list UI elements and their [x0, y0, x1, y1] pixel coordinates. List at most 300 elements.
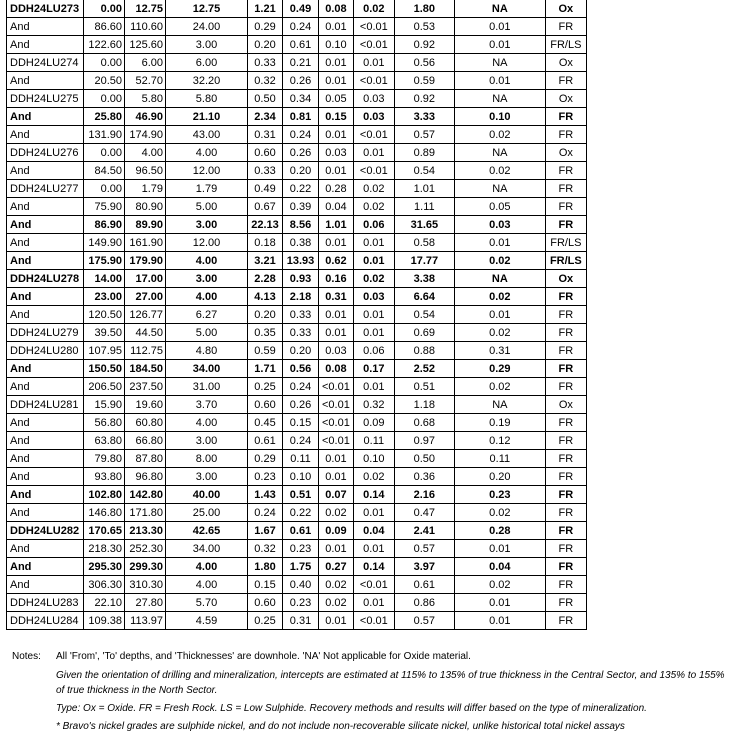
cell-hole-id: And	[7, 540, 84, 558]
cell-from: 93.80	[84, 468, 125, 486]
cell-grade-1: 0.29	[248, 450, 283, 468]
cell-thickness: 5.80	[166, 90, 248, 108]
cell-grade-total: 2.41	[394, 522, 454, 540]
cell-hole-id: And	[7, 126, 84, 144]
cell-grade-4: 0.01	[353, 540, 394, 558]
cell-grade-other: NA	[454, 90, 545, 108]
cell-grade-4: <0.01	[353, 162, 394, 180]
cell-from: 306.30	[84, 576, 125, 594]
table-row	[7, 324, 587, 342]
cell-from: 75.90	[84, 198, 125, 216]
cell-grade-3: 0.02	[319, 504, 354, 522]
cell-grade-2: 0.24	[283, 18, 319, 36]
table-row	[7, 360, 587, 378]
cell-to: 60.80	[125, 414, 166, 432]
cell-to: 96.80	[125, 468, 166, 486]
cell-grade-1: 0.29	[248, 18, 283, 36]
cell-type: FR	[545, 540, 586, 558]
table-row	[7, 450, 587, 468]
cell-grade-other: 0.01	[454, 18, 545, 36]
cell-grade-total: 0.69	[394, 324, 454, 342]
cell-grade-3: <0.01	[319, 414, 354, 432]
cell-grade-other: 0.02	[454, 504, 545, 522]
cell-grade-2: 8.56	[283, 216, 319, 234]
cell-type: FR	[545, 72, 586, 90]
cell-grade-other: 0.01	[454, 594, 545, 612]
table-row	[7, 306, 587, 324]
cell-to: 171.80	[125, 504, 166, 522]
cell-type: FR	[545, 342, 586, 360]
cell-hole-id: DDH24LU277	[7, 180, 84, 198]
table-row	[7, 396, 587, 414]
cell-from: 0.00	[84, 54, 125, 72]
cell-thickness: 3.00	[166, 270, 248, 288]
cell-type: FR	[545, 612, 586, 630]
cell-type: FR	[545, 306, 586, 324]
cell-grade-1: 0.18	[248, 234, 283, 252]
cell-grade-2: 0.10	[283, 468, 319, 486]
cell-to: 17.00	[125, 270, 166, 288]
cell-to: 112.75	[125, 342, 166, 360]
cell-grade-3: 0.01	[319, 324, 354, 342]
cell-from: 120.50	[84, 306, 125, 324]
cell-grade-1: 2.34	[248, 108, 283, 126]
cell-grade-total: 0.53	[394, 18, 454, 36]
cell-from: 84.50	[84, 162, 125, 180]
cell-type: FR	[545, 18, 586, 36]
cell-type: FR	[545, 486, 586, 504]
cell-type: Ox	[545, 144, 586, 162]
cell-grade-4: 0.01	[353, 144, 394, 162]
cell-to: 19.60	[125, 396, 166, 414]
cell-grade-4: <0.01	[353, 18, 394, 36]
cell-grade-4: 0.03	[353, 108, 394, 126]
cell-thickness: 3.70	[166, 396, 248, 414]
cell-thickness: 3.00	[166, 432, 248, 450]
cell-type: Ox	[545, 54, 586, 72]
cell-from: 295.30	[84, 558, 125, 576]
cell-type: FR	[545, 576, 586, 594]
cell-to: 142.80	[125, 486, 166, 504]
table-row	[7, 522, 587, 540]
cell-grade-3: <0.01	[319, 432, 354, 450]
cell-grade-1: 0.50	[248, 90, 283, 108]
cell-grade-3: 0.01	[319, 126, 354, 144]
cell-grade-other: 0.01	[454, 612, 545, 630]
cell-grade-other: 0.05	[454, 198, 545, 216]
cell-from: 131.90	[84, 126, 125, 144]
cell-grade-4: 0.14	[353, 486, 394, 504]
note-type-legend: Type: Ox = Oxide. FR = Fresh Rock. LS = Low Sulphide. Recovery methods and results will differ based on the type of mineralization.	[56, 703, 647, 714]
cell-from: 79.80	[84, 450, 125, 468]
cell-grade-other: 0.02	[454, 378, 545, 396]
cell-grade-2: 0.24	[283, 378, 319, 396]
cell-hole-id: And	[7, 486, 84, 504]
cell-grade-total: 0.57	[394, 126, 454, 144]
cell-grade-3: 0.27	[319, 558, 354, 576]
cell-from: 0.00	[84, 180, 125, 198]
cell-grade-total: 3.97	[394, 558, 454, 576]
cell-type: FR	[545, 378, 586, 396]
cell-grade-total: 3.38	[394, 270, 454, 288]
cell-type: FR/LS	[545, 36, 586, 54]
cell-grade-other: 0.02	[454, 324, 545, 342]
cell-grade-1: 1.71	[248, 360, 283, 378]
cell-thickness: 5.00	[166, 324, 248, 342]
cell-thickness: 1.79	[166, 180, 248, 198]
cell-hole-id: And	[7, 576, 84, 594]
cell-type: Ox	[545, 396, 586, 414]
cell-grade-total: 0.36	[394, 468, 454, 486]
cell-grade-3: 0.03	[319, 342, 354, 360]
table-row	[7, 504, 587, 522]
cell-hole-id: DDH24LU276	[7, 144, 84, 162]
cell-from: 149.90	[84, 234, 125, 252]
cell-hole-id: And	[7, 72, 84, 90]
cell-grade-4: 0.01	[353, 378, 394, 396]
cell-from: 25.80	[84, 108, 125, 126]
cell-grade-other: 0.03	[454, 216, 545, 234]
cell-type: FR	[545, 288, 586, 306]
cell-grade-total: 17.77	[394, 252, 454, 270]
table-row	[7, 414, 587, 432]
table-body	[7, 0, 587, 630]
cell-hole-id: And	[7, 504, 84, 522]
cell-hole-id: DDH24LU283	[7, 594, 84, 612]
cell-grade-4: 0.17	[353, 360, 394, 378]
cell-grade-1: 1.43	[248, 486, 283, 504]
table-row	[7, 594, 587, 612]
cell-grade-2: 2.18	[283, 288, 319, 306]
cell-grade-2: 0.33	[283, 324, 319, 342]
table-row	[7, 558, 587, 576]
cell-to: 27.80	[125, 594, 166, 612]
cell-to: 1.79	[125, 180, 166, 198]
cell-grade-4: 0.02	[353, 270, 394, 288]
cell-thickness: 4.00	[166, 558, 248, 576]
cell-to: 126.77	[125, 306, 166, 324]
cell-grade-other: 0.04	[454, 558, 545, 576]
cell-to: 252.30	[125, 540, 166, 558]
cell-grade-total: 0.57	[394, 540, 454, 558]
cell-to: 52.70	[125, 72, 166, 90]
cell-thickness: 3.00	[166, 468, 248, 486]
cell-from: 56.80	[84, 414, 125, 432]
cell-grade-other: 0.20	[454, 468, 545, 486]
cell-grade-3: 0.08	[319, 360, 354, 378]
cell-grade-2: 0.24	[283, 126, 319, 144]
cell-thickness: 40.00	[166, 486, 248, 504]
cell-grade-1: 0.35	[248, 324, 283, 342]
cell-grade-1: 1.67	[248, 522, 283, 540]
cell-hole-id: DDH24LU282	[7, 522, 84, 540]
cell-type: FR	[545, 594, 586, 612]
cell-grade-4: 0.02	[353, 468, 394, 486]
cell-grade-1: 0.20	[248, 306, 283, 324]
cell-hole-id: And	[7, 450, 84, 468]
cell-grade-other: 0.10	[454, 108, 545, 126]
cell-grade-4: <0.01	[353, 576, 394, 594]
cell-thickness: 5.00	[166, 198, 248, 216]
cell-type: FR	[545, 522, 586, 540]
cell-grade-other: 0.02	[454, 126, 545, 144]
cell-type: FR	[545, 468, 586, 486]
cell-hole-id: And	[7, 468, 84, 486]
cell-grade-2: 0.11	[283, 450, 319, 468]
cell-hole-id: And	[7, 414, 84, 432]
cell-grade-2: 0.21	[283, 54, 319, 72]
cell-from: 107.95	[84, 342, 125, 360]
cell-grade-total: 1.11	[394, 198, 454, 216]
cell-grade-3: 0.01	[319, 540, 354, 558]
cell-from: 150.50	[84, 360, 125, 378]
cell-grade-1: 0.31	[248, 126, 283, 144]
cell-grade-total: 0.54	[394, 162, 454, 180]
cell-type: FR	[545, 360, 586, 378]
table-row	[7, 108, 587, 126]
cell-grade-1: 1.80	[248, 558, 283, 576]
cell-grade-3: 0.16	[319, 270, 354, 288]
cell-grade-total: 0.68	[394, 414, 454, 432]
cell-type: FR	[545, 558, 586, 576]
cell-grade-total: 3.33	[394, 108, 454, 126]
cell-grade-3: 1.01	[319, 216, 354, 234]
cell-to: 87.80	[125, 450, 166, 468]
cell-thickness: 31.00	[166, 378, 248, 396]
cell-thickness: 21.10	[166, 108, 248, 126]
cell-grade-total: 0.86	[394, 594, 454, 612]
cell-thickness: 4.00	[166, 576, 248, 594]
cell-hole-id: And	[7, 108, 84, 126]
cell-to: 27.00	[125, 288, 166, 306]
cell-type: FR	[545, 432, 586, 450]
cell-type: Ox	[545, 270, 586, 288]
cell-grade-3: 0.01	[319, 468, 354, 486]
cell-to: 5.80	[125, 90, 166, 108]
cell-thickness: 43.00	[166, 126, 248, 144]
cell-grade-2: 0.26	[283, 396, 319, 414]
note-nickel-grades: * Bravo's nickel grades are sulphide nickel, and do not include non-recoverable silicate nickel, unlike historical total nickel assays	[56, 721, 625, 732]
table-row	[7, 0, 587, 18]
cell-grade-other: 0.19	[454, 414, 545, 432]
cell-hole-id: And	[7, 216, 84, 234]
cell-grade-2: 1.75	[283, 558, 319, 576]
cell-grade-1: 0.24	[248, 504, 283, 522]
cell-from: 146.80	[84, 504, 125, 522]
cell-grade-2: 0.23	[283, 594, 319, 612]
cell-grade-total: 0.51	[394, 378, 454, 396]
cell-type: FR	[545, 414, 586, 432]
assay-results-table	[6, 0, 587, 630]
cell-grade-total: 0.57	[394, 612, 454, 630]
cell-from: 20.50	[84, 72, 125, 90]
cell-from: 86.60	[84, 18, 125, 36]
cell-grade-2: 0.22	[283, 504, 319, 522]
cell-grade-4: 0.11	[353, 432, 394, 450]
cell-type: FR	[545, 180, 586, 198]
cell-thickness: 34.00	[166, 540, 248, 558]
cell-to: 80.90	[125, 198, 166, 216]
cell-from: 86.90	[84, 216, 125, 234]
cell-grade-3: 0.01	[319, 72, 354, 90]
table-row	[7, 90, 587, 108]
cell-grade-other: 0.01	[454, 540, 545, 558]
cell-grade-3: 0.02	[319, 594, 354, 612]
cell-thickness: 4.80	[166, 342, 248, 360]
cell-to: 12.75	[125, 0, 166, 18]
cell-hole-id: And	[7, 36, 84, 54]
cell-to: 44.50	[125, 324, 166, 342]
cell-thickness: 4.00	[166, 144, 248, 162]
cell-thickness: 3.00	[166, 36, 248, 54]
cell-type: Ox	[545, 90, 586, 108]
cell-grade-4: 0.02	[353, 198, 394, 216]
cell-to: 4.00	[125, 144, 166, 162]
cell-to: 125.60	[125, 36, 166, 54]
cell-grade-4: <0.01	[353, 72, 394, 90]
table-row	[7, 342, 587, 360]
note-true-thickness: Given the orientation of drilling and mineralization, intercepts are estimated at 115% to 135% of true thickness in the Central Sector, and 135% to 155% of true thickness in the North Sector.	[56, 670, 725, 696]
cell-hole-id: DDH24LU275	[7, 90, 84, 108]
cell-grade-total: 0.89	[394, 144, 454, 162]
cell-grade-1: 0.67	[248, 198, 283, 216]
cell-from: 23.00	[84, 288, 125, 306]
table-row	[7, 270, 587, 288]
cell-grade-2: 0.51	[283, 486, 319, 504]
table-row	[7, 612, 587, 630]
cell-grade-other: 0.01	[454, 72, 545, 90]
cell-hole-id: DDH24LU284	[7, 612, 84, 630]
cell-grade-4: 0.01	[353, 594, 394, 612]
cell-grade-3: 0.09	[319, 522, 354, 540]
cell-from: 39.50	[84, 324, 125, 342]
table-row	[7, 36, 587, 54]
cell-grade-2: 0.26	[283, 144, 319, 162]
cell-grade-2: 0.49	[283, 0, 319, 18]
cell-grade-4: 0.01	[353, 54, 394, 72]
cell-grade-2: 0.56	[283, 360, 319, 378]
cell-from: 206.50	[84, 378, 125, 396]
cell-to: 110.60	[125, 18, 166, 36]
table-row	[7, 216, 587, 234]
cell-grade-other: 0.02	[454, 288, 545, 306]
cell-from: 22.10	[84, 594, 125, 612]
cell-from: 218.30	[84, 540, 125, 558]
cell-from: 109.38	[84, 612, 125, 630]
cell-grade-3: 0.31	[319, 288, 354, 306]
table-row	[7, 144, 587, 162]
cell-grade-4: 0.02	[353, 0, 394, 18]
table-row	[7, 180, 587, 198]
cell-grade-3: 0.01	[319, 18, 354, 36]
table-row	[7, 126, 587, 144]
cell-grade-total: 1.18	[394, 396, 454, 414]
cell-grade-other: 0.11	[454, 450, 545, 468]
cell-thickness: 4.00	[166, 252, 248, 270]
cell-grade-3: 0.28	[319, 180, 354, 198]
notes-section	[12, 648, 729, 737]
cell-thickness: 3.00	[166, 216, 248, 234]
cell-from: 0.00	[84, 0, 125, 18]
cell-grade-2: 0.23	[283, 540, 319, 558]
cell-hole-id: DDH24LU273	[7, 0, 84, 18]
cell-grade-1: 0.15	[248, 576, 283, 594]
cell-grade-4: 0.10	[353, 450, 394, 468]
cell-grade-total: 31.65	[394, 216, 454, 234]
cell-grade-4: 0.01	[353, 252, 394, 270]
cell-to: 46.90	[125, 108, 166, 126]
cell-grade-2: 0.24	[283, 432, 319, 450]
cell-grade-3: 0.08	[319, 0, 354, 18]
cell-grade-2: 0.22	[283, 180, 319, 198]
cell-thickness: 12.00	[166, 234, 248, 252]
cell-grade-1: 1.21	[248, 0, 283, 18]
cell-grade-1: 2.28	[248, 270, 283, 288]
cell-from: 170.65	[84, 522, 125, 540]
cell-grade-other: NA	[454, 270, 545, 288]
cell-to: 174.90	[125, 126, 166, 144]
cell-thickness: 5.70	[166, 594, 248, 612]
cell-grade-other: 0.02	[454, 252, 545, 270]
cell-grade-1: 0.33	[248, 162, 283, 180]
cell-grade-3: 0.01	[319, 450, 354, 468]
cell-thickness: 8.00	[166, 450, 248, 468]
cell-grade-4: 0.14	[353, 558, 394, 576]
cell-from: 0.00	[84, 144, 125, 162]
cell-grade-2: 0.20	[283, 162, 319, 180]
cell-grade-other: 0.29	[454, 360, 545, 378]
cell-grade-total: 0.58	[394, 234, 454, 252]
cell-to: 89.90	[125, 216, 166, 234]
cell-grade-total: 6.64	[394, 288, 454, 306]
cell-thickness: 12.75	[166, 0, 248, 18]
cell-to: 113.97	[125, 612, 166, 630]
cell-grade-3: 0.01	[319, 234, 354, 252]
cell-thickness: 6.27	[166, 306, 248, 324]
cell-grade-total: 2.52	[394, 360, 454, 378]
table-row	[7, 234, 587, 252]
table-row	[7, 432, 587, 450]
cell-to: 184.50	[125, 360, 166, 378]
notes-label: Notes:	[12, 651, 41, 662]
cell-grade-total: 0.54	[394, 306, 454, 324]
cell-grade-4: 0.04	[353, 522, 394, 540]
table-row	[7, 576, 587, 594]
cell-hole-id: DDH24LU279	[7, 324, 84, 342]
cell-grade-1: 0.60	[248, 396, 283, 414]
cell-to: 96.50	[125, 162, 166, 180]
cell-thickness: 6.00	[166, 54, 248, 72]
cell-grade-4: <0.01	[353, 612, 394, 630]
cell-grade-2: 0.34	[283, 90, 319, 108]
cell-grade-total: 0.47	[394, 504, 454, 522]
cell-grade-1: 0.25	[248, 612, 283, 630]
cell-to: 66.80	[125, 432, 166, 450]
cell-to: 213.30	[125, 522, 166, 540]
cell-type: FR	[545, 504, 586, 522]
cell-grade-3: <0.01	[319, 396, 354, 414]
cell-grade-2: 0.31	[283, 612, 319, 630]
cell-thickness: 4.00	[166, 414, 248, 432]
table-row	[7, 54, 587, 72]
cell-grade-3: 0.15	[319, 108, 354, 126]
cell-grade-other: 0.02	[454, 162, 545, 180]
cell-grade-1: 22.13	[248, 216, 283, 234]
cell-grade-1: 3.21	[248, 252, 283, 270]
cell-grade-4: <0.01	[353, 126, 394, 144]
cell-to: 161.90	[125, 234, 166, 252]
cell-grade-2: 0.33	[283, 306, 319, 324]
